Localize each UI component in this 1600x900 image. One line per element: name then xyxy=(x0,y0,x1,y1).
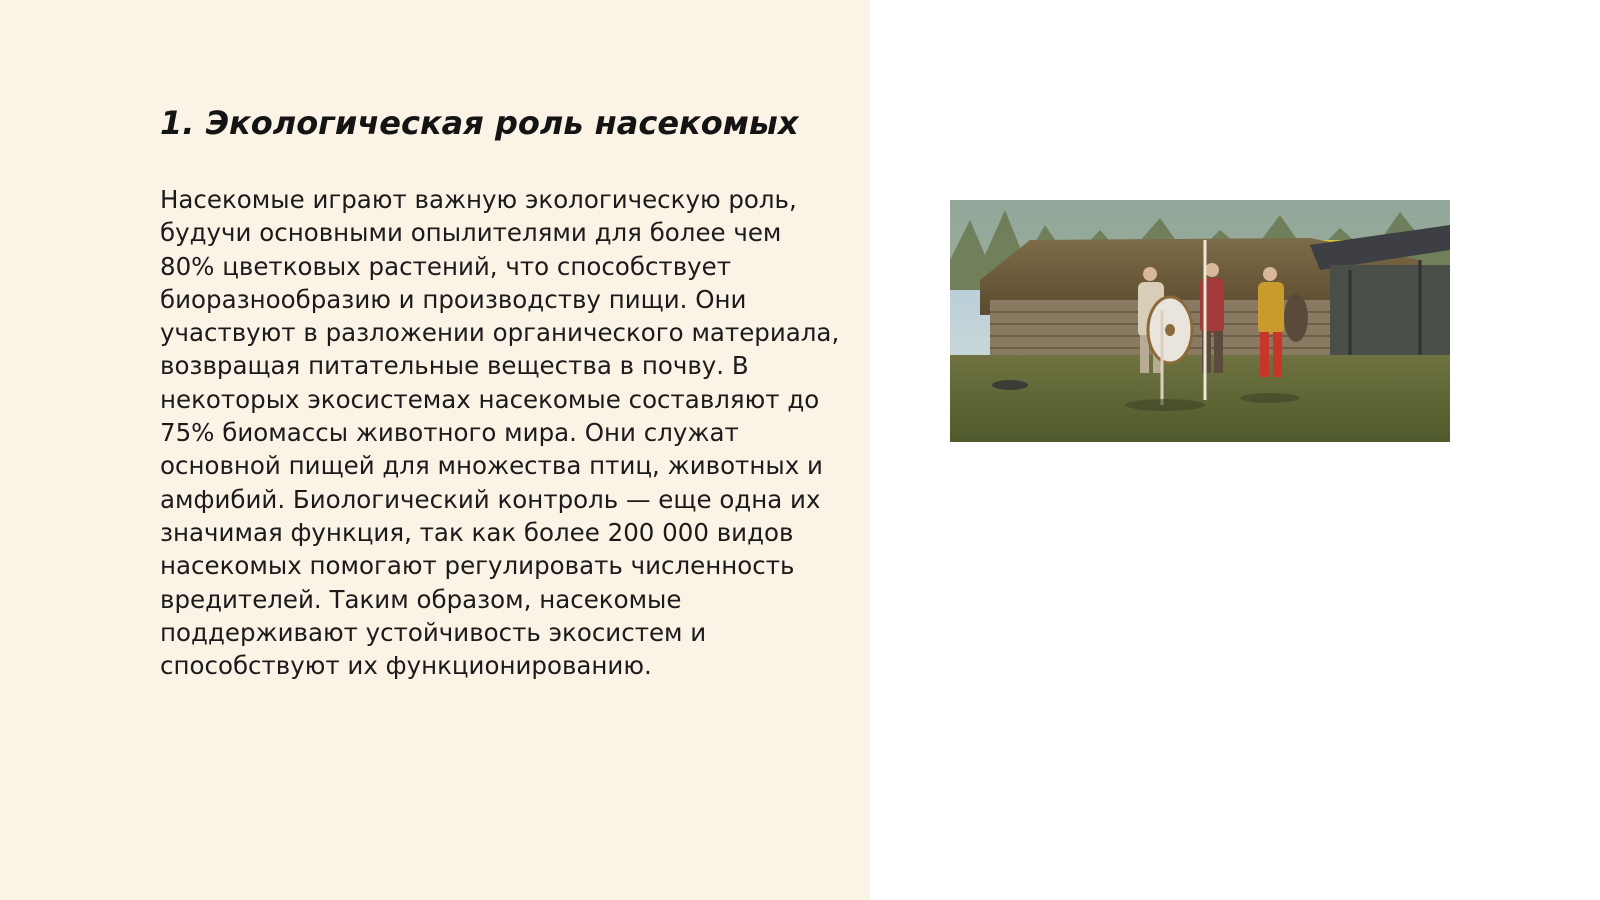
reenactors-photo xyxy=(950,200,1450,442)
slide-body-text: Насекомые играют важную экологическую роль, будучи основными опылителями для более чем 80% цветковых растений, что способствует биоразнообразию и производству пищи. Они участвуют в разложении органического материала, возвращая питательные вещества в почву. В некоторых экосистемах насекомые составляют до 75% биомассы животного мира. Они служат основной пищей для множества птиц, животных и амфибий. Биологический контроль — еще одна их значимая функция, так как более 200 000 видов насекомых помогают регулировать численность вредителей. Таким образом, насекомые поддерживают устойчивость экосистем и способствуют их функционированию. xyxy=(160,185,840,681)
slide-title: 1. Экологическая роль насекомых xyxy=(160,104,799,142)
